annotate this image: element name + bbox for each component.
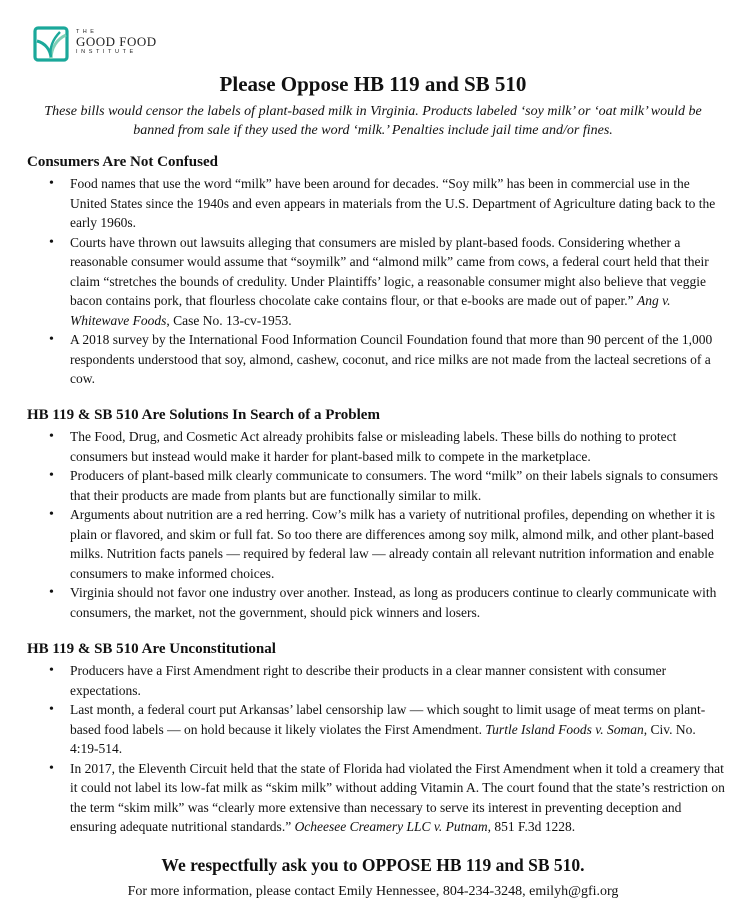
gfi-logo-mark-icon bbox=[33, 26, 69, 62]
bullet-item: • Food names that use the word “milk” have been around for decades. “Soy milk” has been in commercial use in the United States since the 1940s and even appears in materials from the U.S. Department of Agriculture dating back to the early 1960s. bbox=[27, 174, 726, 233]
bullet-item: • In 2017, the Eleventh Circuit held that the state of Florida had violated the First Amendment when it told a creamery that it could not label its low-fat milk as “skim milk” without adding Vitamin A. The court found that the state’s restriction on the term “skim milk” was “clearly more extensive than necessary to serve its interest in preventing deception and ensuring adequate nutritional standards.” Ocheesee Creamery LLC v. Putnam, 851 F.3d 1228. bbox=[27, 759, 726, 837]
bullet-item: • Arguments about nutrition are a red herring. Cow’s milk has a variety of nutritional profiles, depending on whether it is plain or flavored, and skim or full fat. So too there are differences among soy milk, almond milk, and other plant-based milks. Nutrition facts panels — required by federal law — already contain all relevant nutrition information and enable consumers to make informed choices. bbox=[27, 505, 726, 583]
case-citation: Turtle Island Foods v. Soman bbox=[485, 721, 644, 737]
case-citation: Ang v. Whitewave Foods bbox=[70, 293, 671, 328]
bullet-item: • Producers of plant-based milk clearly communicate to consumers. The word “milk” on their labels signals to consumers that their products are made from plants but are functionally similar to milk. bbox=[27, 466, 726, 505]
closing-ask: We respectfully ask you to OPPOSE HB 119 and SB 510. bbox=[161, 855, 585, 875]
section-heading: Consumers Are Not Confused bbox=[27, 154, 218, 170]
logo-main: GOOD FOOD bbox=[76, 34, 157, 49]
bullet-item: • Virginia should not favor one industry over another. Instead, as long as producers continue to clearly communicate with consumers, the market, not the government, should pick winners and losers. bbox=[27, 583, 726, 622]
bullet-item: • Courts have thrown out lawsuits alleging that consumers are misled by plant-based foods. Considering whether a reasonable consumer would assume that “soymilk” and “almond milk” came from cows, a federal court held that their claim “stretches the bounds of credulity. Under Plaintiffs’ logic, a reasonable consumer might also believe that veggie bacon contains pork, that flourless chocolate cake contains flour, or that e-books are made out of paper.” Ang v. Whitewave Foods, Case No. 13-cv-1953. bbox=[27, 233, 726, 331]
page-title: Please Oppose HB 119 and SB 510 bbox=[219, 72, 527, 96]
bullet-item: • The Food, Drug, and Cosmetic Act already prohibits false or misleading labels. These bills do nothing to protect consumers but instead would make it harder for plant-based milk to compete in the marketplace. bbox=[27, 427, 726, 466]
logo-sub: INSTITUTE bbox=[76, 49, 137, 55]
contact-line: For more information, please contact Emily Hennessee, 804-234-3248, emilyh@gfi.org bbox=[127, 884, 619, 899]
section-heading: HB 119 & SB 510 Are Unconstitutional bbox=[27, 641, 276, 657]
section-solutions bbox=[27, 405, 726, 622]
bullet-item: • Last month, a federal court put Arkansas’ label censorship law — which sought to limit usage of meat terms on plant-based food labels — on hold because it likely violates the First Amendment. Turtle Island Foods v. Soman, Civ. No. 4:19-514. bbox=[27, 700, 726, 759]
section-heading: HB 119 & SB 510 Are Solutions In Search of a Problem bbox=[27, 407, 380, 423]
case-citation: Ocheesee Creamery LLC v. Putnam bbox=[294, 819, 488, 834]
intro-text: These bills would censor the labels of plant-based milk in Virginia. Products labeled ‘soy milk’ or ‘oat milk’ would be banned from sale if they used the word ‘milk.’ Penalties include jail time and/or fines. bbox=[44, 104, 702, 138]
gfi-logo bbox=[33, 26, 157, 62]
section-unconstitutional bbox=[27, 639, 726, 837]
bullet-item: • A 2018 survey by the International Food Information Council Foundation found that more than 90 percent of the 1,000 respondents understood that soy, almond, cashew, coconut, and rice milks are not made from the lacteal secretions of a cow. bbox=[27, 330, 726, 389]
logo-the: T H E bbox=[76, 29, 95, 35]
section-not-confused bbox=[27, 152, 726, 389]
bullet-item: • Producers have a First Amendment right to describe their products in a clear manner consistent with consumer expectations. bbox=[27, 661, 726, 700]
